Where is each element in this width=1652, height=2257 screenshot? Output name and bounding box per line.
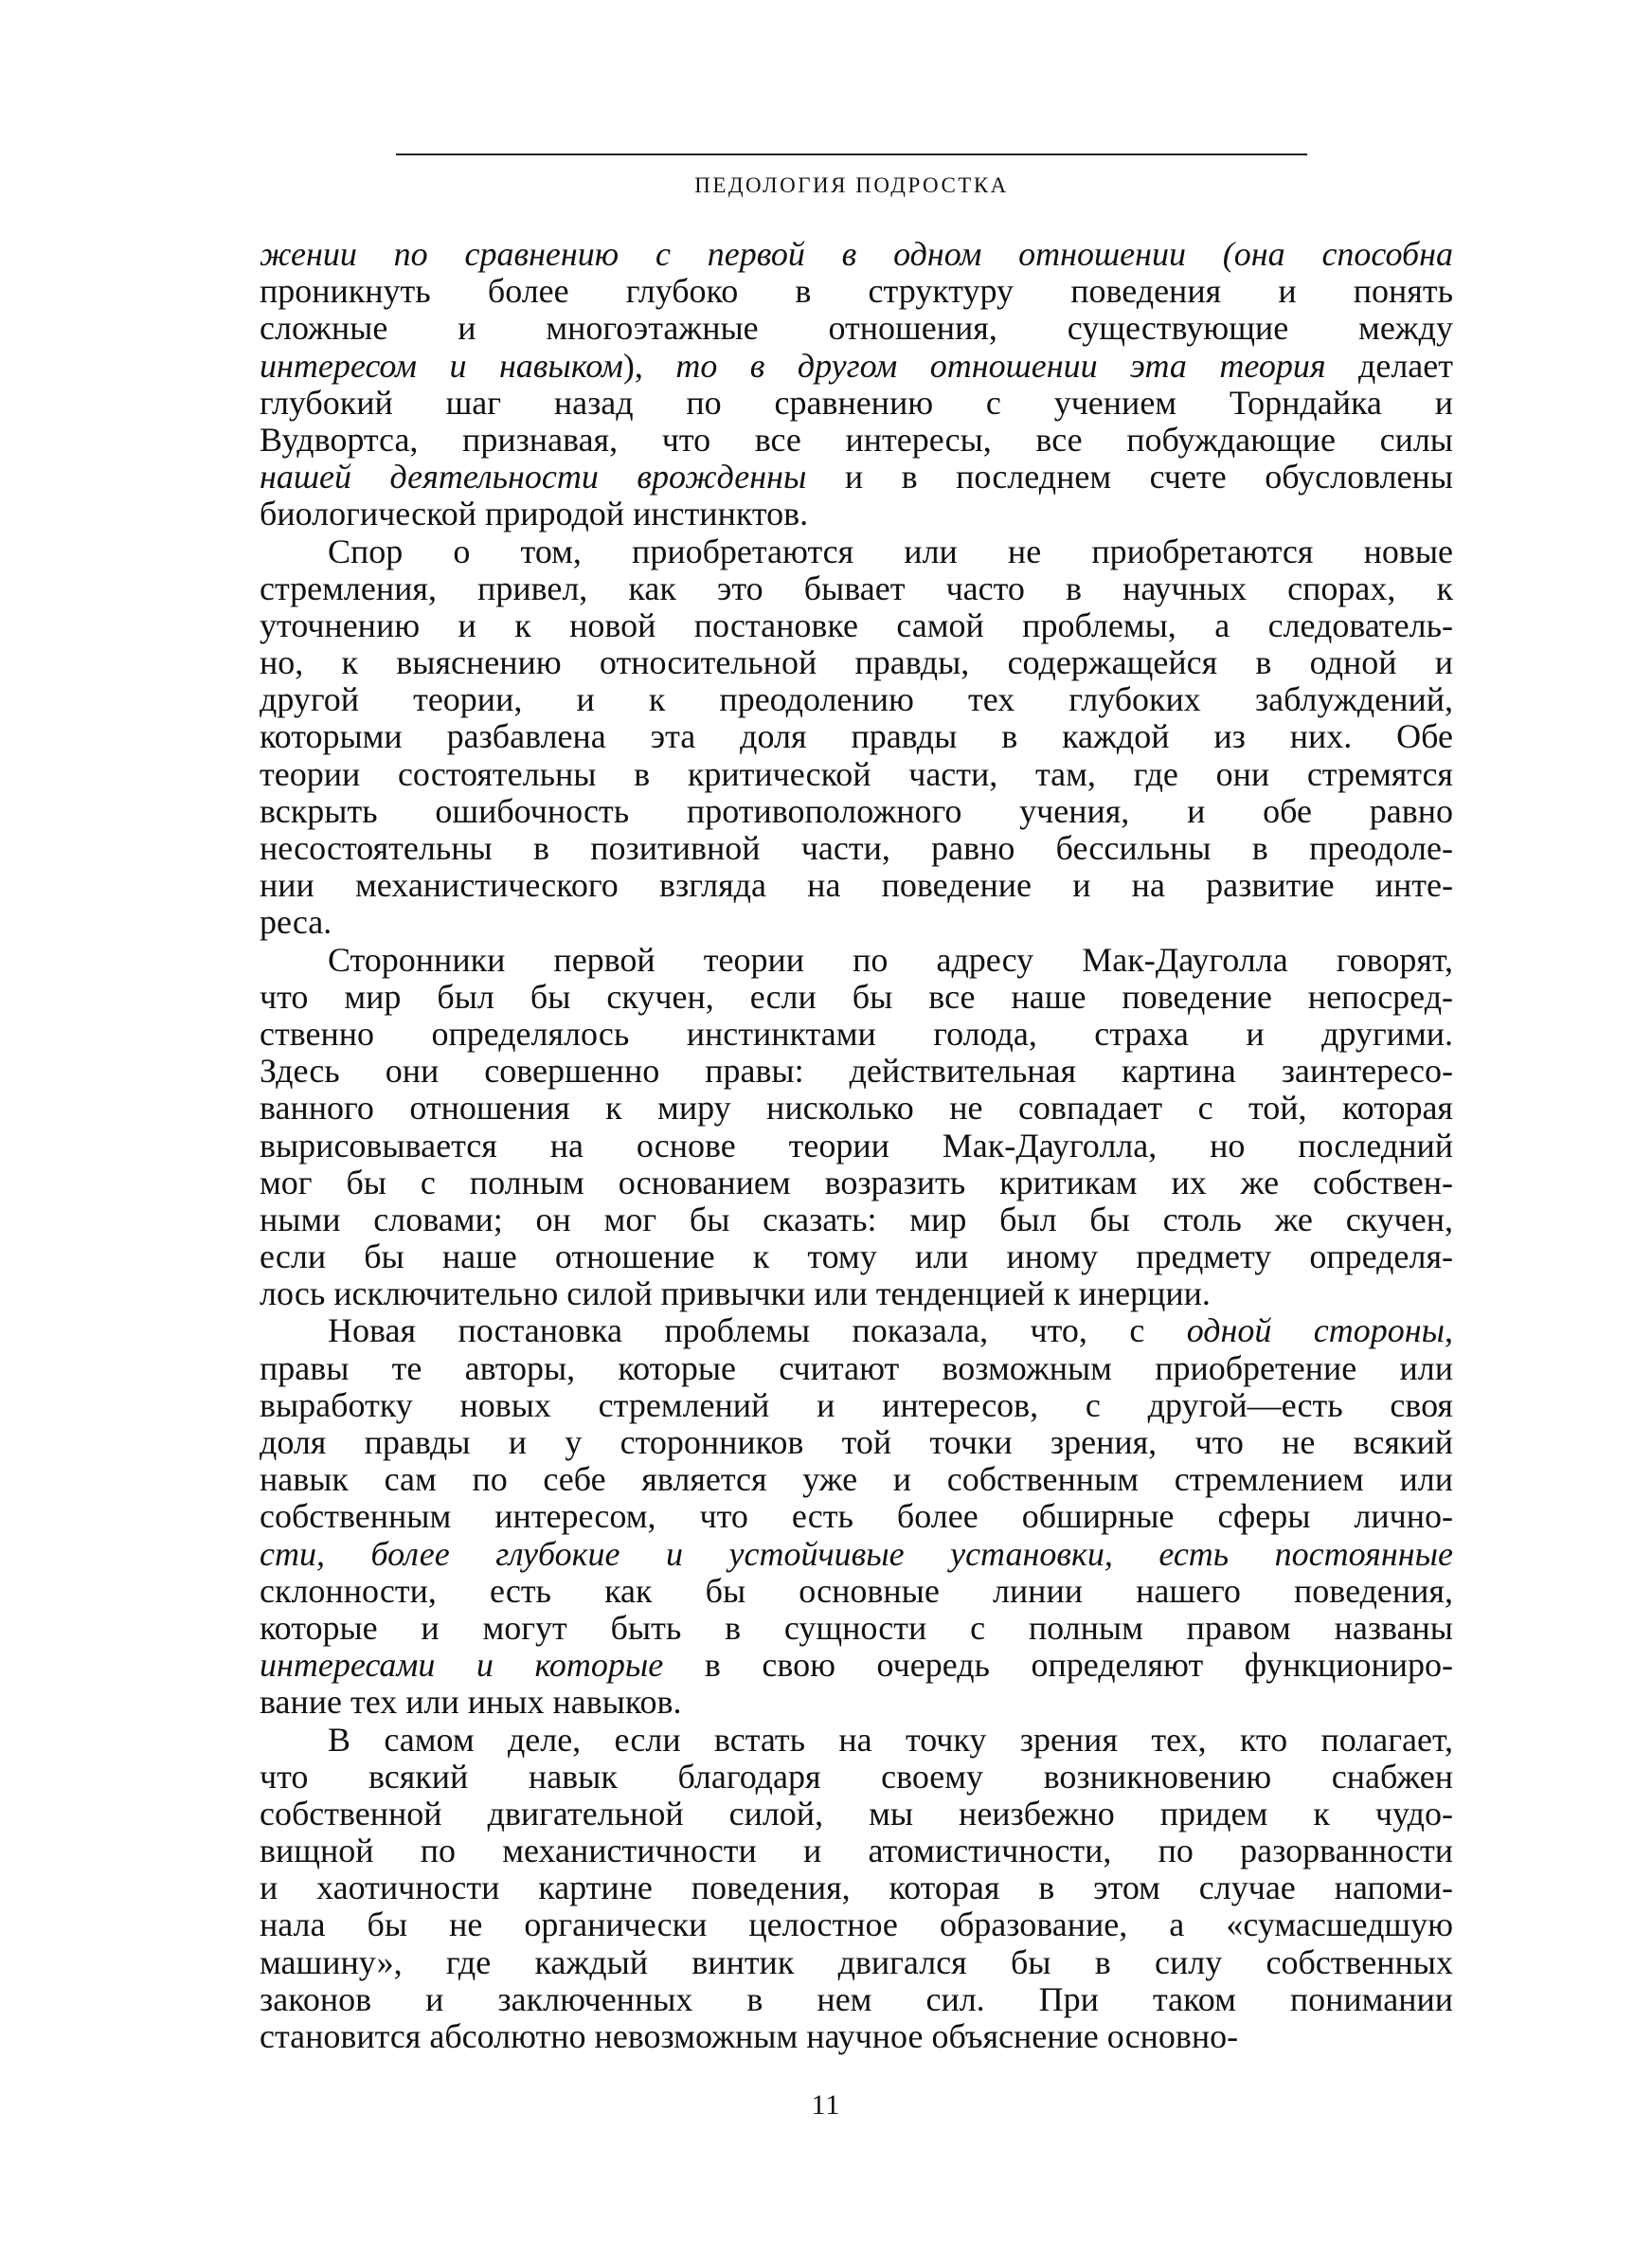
paragraph bbox=[260, 1312, 1453, 1721]
text-line bbox=[260, 756, 1453, 793]
text-line bbox=[260, 310, 1453, 347]
text-line bbox=[260, 718, 1453, 755]
text: другой теории, и к преодолению тех глубоких заблуждений, bbox=[260, 681, 1453, 719]
text-line bbox=[260, 1238, 1453, 1275]
text: мог бы с полным основанием возразить критикам их же собствен- bbox=[260, 1164, 1453, 1201]
text-line bbox=[260, 570, 1453, 607]
text-line bbox=[260, 607, 1453, 644]
text-line bbox=[260, 1090, 1453, 1127]
text-line bbox=[260, 1722, 1453, 1759]
text-line bbox=[260, 2018, 1453, 2055]
text: и хаотичности картине поведения, которая в этом случае напоми- bbox=[260, 1869, 1453, 1907]
text-line bbox=[260, 1016, 1453, 1053]
text-line bbox=[260, 273, 1453, 310]
text: вищной по механистичности и атомистичности, по разорванности bbox=[260, 1833, 1453, 1870]
text: лось исключительно силой привычки или тенденцией к инерции. bbox=[260, 1275, 1211, 1313]
text: сложные и многоэтажные отношения, существующие между bbox=[260, 310, 1453, 348]
italic-text: одной стороны bbox=[1186, 1312, 1445, 1350]
text-line bbox=[260, 1201, 1453, 1238]
text: доля правды и у сторонников той точки зрения, что не всякий bbox=[260, 1424, 1453, 1461]
text-line bbox=[260, 236, 1453, 273]
text: в свою очередь определяют функциониро- bbox=[663, 1647, 1453, 1685]
text: собственной двигательной силой, мы неизбежно придем к чудо- bbox=[260, 1795, 1453, 1833]
header-rule bbox=[396, 153, 1307, 155]
text: ), bbox=[622, 347, 676, 385]
italic-text: интересами и которые bbox=[260, 1647, 664, 1685]
paragraph bbox=[260, 942, 1453, 1313]
text: законов и заключенных в нем сил. При таком понимании bbox=[260, 1980, 1453, 2018]
italic-text: интересом и навыком bbox=[260, 347, 623, 385]
text: В самом деле, если встать на точку зрения тех, кто полагает, bbox=[328, 1721, 1453, 1759]
text: Спор о том, приобретаются или не приобретаются новые bbox=[328, 533, 1453, 570]
text-line bbox=[260, 793, 1453, 830]
text: выработку новых стремлений и интересов, с другой—есть своя bbox=[260, 1386, 1453, 1424]
running-header: ПЕДОЛОГИЯ ПОДРОСТКА bbox=[694, 173, 1009, 197]
text-line bbox=[260, 1275, 1453, 1312]
text-line bbox=[260, 385, 1453, 422]
text-line bbox=[260, 979, 1453, 1016]
text-line bbox=[260, 422, 1453, 459]
text: машину», где каждый винтик двигался бы в силу собственных bbox=[260, 1943, 1453, 1981]
text: вырисовывается на основе теории Мак-Дауголла, но последний bbox=[260, 1127, 1453, 1165]
text-line bbox=[260, 681, 1453, 718]
text: , bbox=[1445, 1312, 1453, 1350]
text-line bbox=[260, 1498, 1453, 1535]
text: собственным интересом, что есть более обширные сферы лично- bbox=[260, 1498, 1453, 1536]
text: правы те авторы, которые считают возможным приобретение или bbox=[260, 1349, 1453, 1387]
text-line bbox=[260, 1944, 1453, 1981]
text: делает bbox=[1325, 347, 1453, 385]
text-line bbox=[260, 1981, 1453, 2018]
text: Сторонники первой теории по адресу Мак-Дауголла говорят, bbox=[328, 941, 1453, 979]
text: и в последнем счете обусловлены bbox=[806, 459, 1453, 497]
text-line bbox=[260, 830, 1453, 867]
text: Здесь они совершенно правы: действительная картина заинтересо- bbox=[260, 1053, 1453, 1091]
text-line bbox=[260, 1350, 1453, 1387]
text: которыми разбавлена эта доля правды в каждой из них. Обе bbox=[260, 718, 1453, 756]
text-line bbox=[260, 1647, 1453, 1684]
text-line bbox=[260, 1424, 1453, 1461]
text: что мир был бы скучен, если бы все наше поведение непосред- bbox=[260, 978, 1453, 1016]
text: склонности, есть как бы основные линии нашего поведения, bbox=[260, 1572, 1453, 1610]
text: нала бы не органически целостное образование, а «сумасшедшую bbox=[260, 1906, 1453, 1944]
text: нии механистического взгляда на поведение и на развитие инте- bbox=[260, 867, 1453, 905]
text-line bbox=[260, 1906, 1453, 1943]
text: реса. bbox=[260, 904, 332, 942]
text: если бы наше отношение к тому или иному предмету определя- bbox=[260, 1238, 1453, 1276]
text-line bbox=[260, 1573, 1453, 1610]
paragraph bbox=[260, 533, 1453, 942]
text-line bbox=[260, 1387, 1453, 1424]
text-line bbox=[260, 1610, 1453, 1647]
paragraph bbox=[260, 1722, 1453, 2056]
text: но, к выяснению относительной правды, содержащейся в одной и bbox=[260, 644, 1453, 682]
text: стремления, привел, как это бывает часто в научных спорах, к bbox=[260, 569, 1453, 607]
text: глубокий шаг назад по сравнению с учением Торндайка и bbox=[260, 384, 1453, 422]
text-line bbox=[260, 1833, 1453, 1869]
text-line bbox=[260, 942, 1453, 979]
text: которые и могут быть в сущности с полным правом названы bbox=[260, 1609, 1453, 1647]
text: становится абсолютно невозможным научное объяснение основно- bbox=[260, 2018, 1239, 2055]
text: ванного отношения к миру нисколько не совпадает с той, которая bbox=[260, 1090, 1453, 1128]
text: Вудвортса, признавая, что все интересы, все побуждающие силы bbox=[260, 421, 1453, 459]
text: биологической природой инстинктов. bbox=[260, 496, 809, 533]
text: ственно определялось инстинктами голода, страха и другими. bbox=[260, 1015, 1453, 1053]
italic-text: нашей деятельности врожденны bbox=[260, 459, 807, 497]
text-line bbox=[260, 1796, 1453, 1833]
text-line bbox=[260, 348, 1453, 385]
page-number: 11 bbox=[811, 2089, 841, 2121]
text-line bbox=[260, 496, 1453, 533]
body-text bbox=[260, 236, 1453, 2055]
text: теории состоятельны в критической части, там, где они стремятся bbox=[260, 755, 1453, 793]
text-line bbox=[260, 1461, 1453, 1498]
text-line bbox=[260, 1684, 1453, 1721]
text-line bbox=[260, 1165, 1453, 1201]
text: Новая постановка проблемы показала, что, с bbox=[328, 1312, 1187, 1350]
text: несостоятельны в позитивной части, равно бессильны в преодоле- bbox=[260, 830, 1453, 867]
text: проникнуть более глубоко в структуру поведения и понять bbox=[260, 273, 1453, 311]
text-line bbox=[260, 533, 1453, 570]
text: ными словами; он мог бы сказать: мир был бы столь же скучен, bbox=[260, 1201, 1453, 1238]
paragraph bbox=[260, 236, 1453, 533]
text-line bbox=[260, 904, 1453, 941]
text-line bbox=[260, 1053, 1453, 1090]
italic-text: то в другом отношении эта теория bbox=[675, 347, 1326, 385]
text-line bbox=[260, 1759, 1453, 1796]
text: навык сам по себе является уже и собственным стремлением или bbox=[260, 1461, 1453, 1499]
text-line bbox=[260, 1128, 1453, 1165]
text-line bbox=[260, 644, 1453, 681]
text-line bbox=[260, 1869, 1453, 1906]
text: вскрыть ошибочность противоположного учения, и обе равно bbox=[260, 792, 1453, 830]
text: что всякий навык благодаря своему возникновению снабжен bbox=[260, 1758, 1453, 1796]
text: уточнению и к новой постановке самой проблемы, а следователь- bbox=[260, 606, 1453, 644]
text-line bbox=[260, 459, 1453, 496]
italic-text: сти, более глубокие и устойчивые установки, есть постоянные bbox=[260, 1535, 1453, 1573]
text-line bbox=[260, 1312, 1453, 1349]
italic-text: жении по сравнению с первой в одном отношении (она способна bbox=[260, 236, 1453, 273]
text-line bbox=[260, 867, 1453, 904]
text: вание тех или иных навыков. bbox=[260, 1684, 682, 1722]
text-line bbox=[260, 1536, 1453, 1573]
